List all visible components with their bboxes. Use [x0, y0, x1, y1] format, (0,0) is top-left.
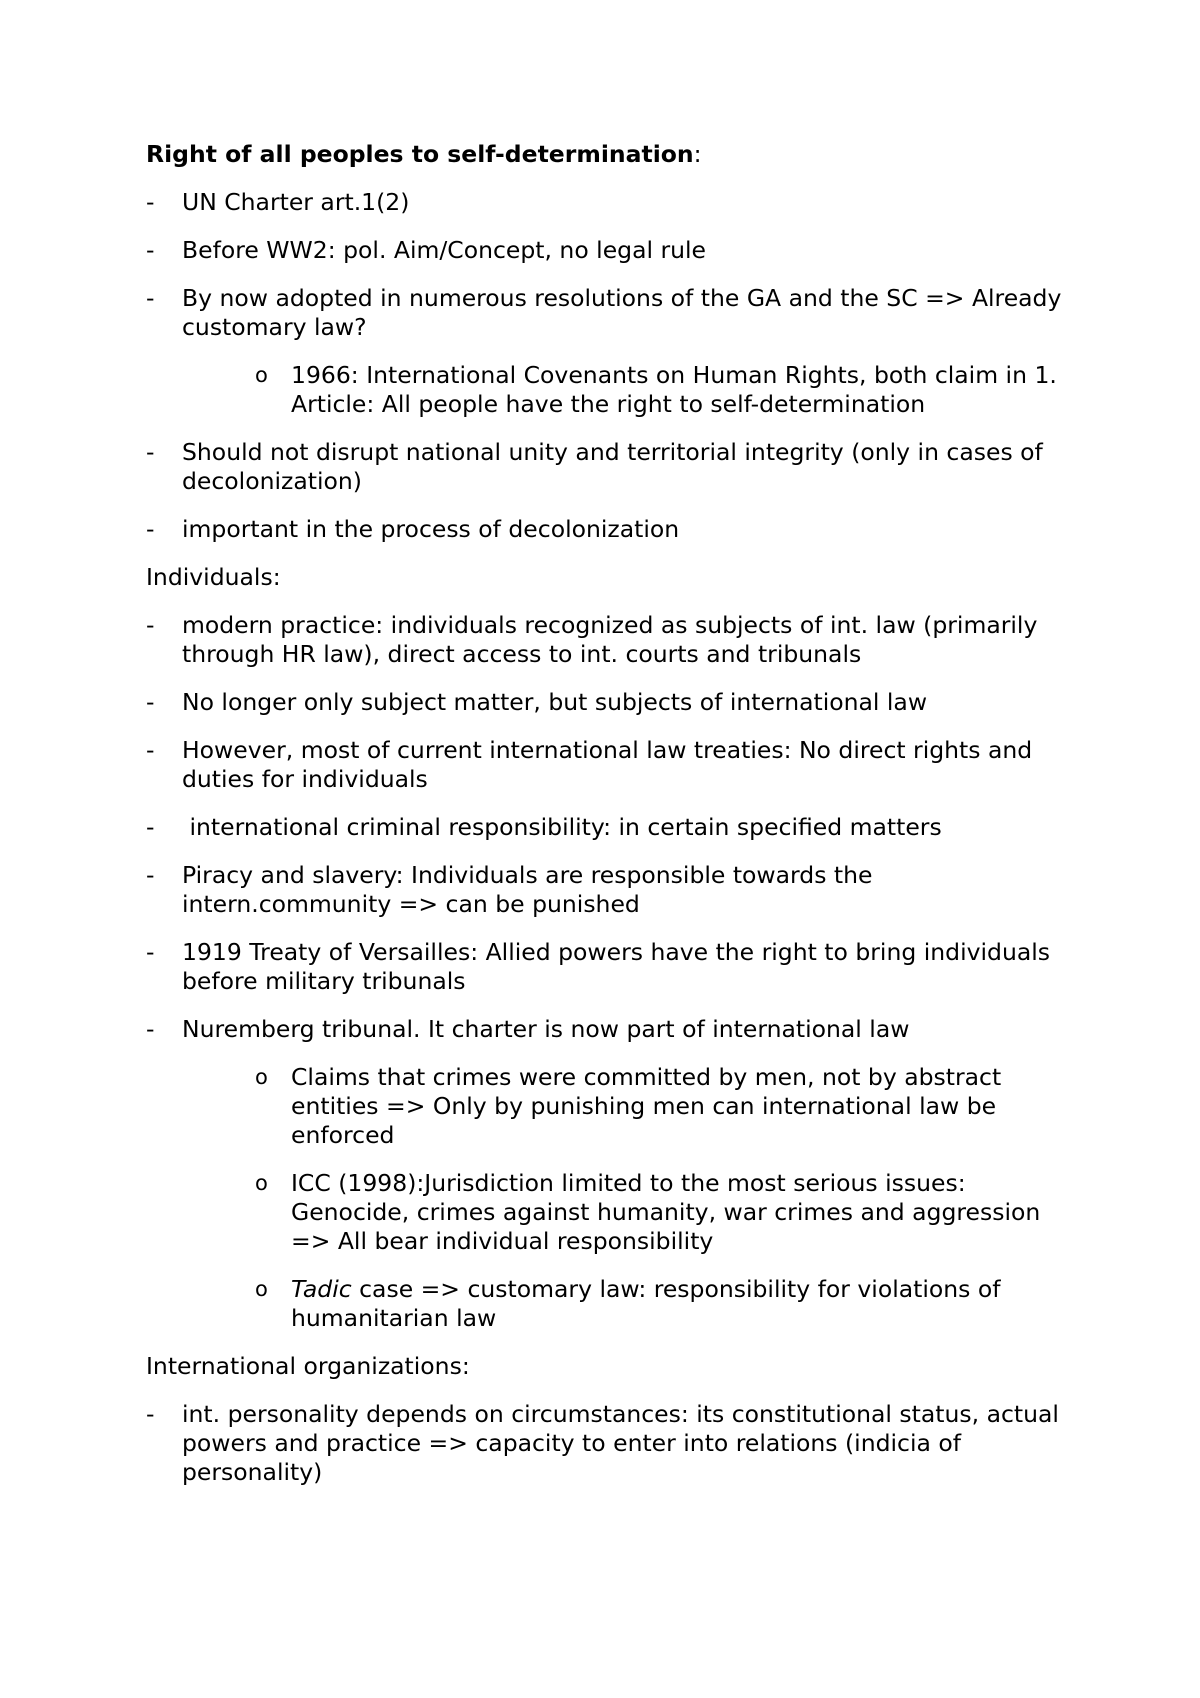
list-item — [146, 813, 1086, 842]
sub-list-item-text — [291, 1275, 1008, 1332]
list-item — [146, 438, 1086, 496]
list-item-text: important in the process of decolonization — [182, 515, 680, 543]
document-content — [146, 140, 1086, 1506]
section-heading: Individuals: — [146, 563, 281, 591]
circle-bullet-icon: o — [255, 1171, 268, 1195]
list-item — [146, 688, 1086, 717]
dash-bullet: - — [146, 688, 155, 716]
list-item-text: international criminal responsibility: in certain specified matters — [182, 813, 942, 841]
list-item — [146, 1400, 1086, 1487]
list-item — [146, 861, 1086, 919]
circle-bullet-icon: o — [255, 363, 268, 387]
section-heading-suffix: : — [693, 140, 702, 168]
dash-bullet: - — [146, 236, 155, 264]
dash-bullet: - — [146, 611, 155, 639]
sub-list-item — [255, 1275, 1086, 1333]
list-item — [146, 515, 1086, 544]
dash-bullet: - — [146, 813, 155, 841]
dash-bullet: - — [146, 284, 155, 312]
list-item — [146, 236, 1086, 265]
list-item-text: modern practice: individuals recognized as subjects of int. law (primarily through HR law), direct access to int. courts and tribunals — [182, 611, 1038, 668]
dash-bullet: - — [146, 1400, 155, 1428]
list-item-text: Piracy and slavery: Individuals are responsible towards the intern.community => can be punished — [182, 861, 873, 918]
list-item — [146, 284, 1086, 419]
section-heading — [146, 140, 1086, 169]
dash-bullet: - — [146, 438, 155, 466]
section-heading-bold: Right of all peoples to self-determination — [146, 140, 694, 168]
sub-bullet-list — [182, 361, 1086, 419]
list-item — [146, 1015, 1086, 1333]
list-item — [146, 188, 1086, 217]
sub-list-item — [255, 361, 1086, 419]
list-item — [146, 938, 1086, 996]
dash-bullet: - — [146, 861, 155, 889]
section-self-determination — [146, 140, 1086, 544]
dash-bullet: - — [146, 515, 155, 543]
sub-list-item-text: Claims that crimes were committed by men, not by abstract entities => Only by punishing men can international law be enforced — [291, 1063, 1002, 1149]
sub-bullet-list — [182, 1063, 1086, 1333]
section-heading: International organizations: — [146, 1352, 470, 1380]
dash-bullet: - — [146, 188, 155, 216]
list-item-text: 1919 Treaty of Versailles: Allied powers have the right to bring individuals before military tribunals — [182, 938, 1051, 995]
circle-bullet-icon: o — [255, 1065, 268, 1089]
list-item-text: UN Charter art.1(2) — [182, 188, 410, 216]
sub-list-item — [255, 1063, 1086, 1150]
dash-bullet: - — [146, 1015, 155, 1043]
bullet-list — [146, 188, 1086, 544]
list-item-text: Should not disrupt national unity and territorial integrity (only in cases of decolonization) — [182, 438, 1043, 495]
list-item-text: However, most of current international law treaties: No direct rights and duties for individuals — [182, 736, 1033, 793]
sub-list-item-text: 1966: International Covenants on Human Rights, both claim in 1. Article: All people have the right to self-determination — [291, 361, 1057, 418]
list-item-text: No longer only subject matter, but subjects of international law — [182, 688, 928, 716]
dash-bullet: - — [146, 938, 155, 966]
section-international-organizations — [146, 1352, 1086, 1487]
list-item-text: By now adopted in numerous resolutions of the GA and the SC => Already customary law? — [182, 284, 1062, 341]
list-item-text: Before WW2: pol. Aim/Concept, no legal rule — [182, 236, 707, 264]
sub-list-item-rest: case => customary law: responsibility for violations of humanitarian law — [291, 1275, 1008, 1332]
sub-list-item — [255, 1169, 1086, 1256]
sub-list-item-text: ICC (1998):Jurisdiction limited to the most serious issues: Genocide, crimes against humanity, war crimes and aggression => All bear individual responsibility — [291, 1169, 1041, 1255]
list-item-text: Nuremberg tribunal. It charter is now part of international law — [182, 1015, 910, 1043]
list-item-text: int. personality depends on circumstances: its constitutional status, actual powers and practice => capacity to enter into relations (indicia of personality) — [182, 1400, 1059, 1486]
list-item — [146, 736, 1086, 794]
case-name-italic: Tadic — [291, 1275, 352, 1303]
list-item — [146, 611, 1086, 669]
circle-bullet-icon: o — [255, 1277, 268, 1301]
bullet-list — [146, 611, 1086, 1333]
section-individuals — [146, 563, 1086, 1333]
bullet-list — [146, 1400, 1086, 1487]
dash-bullet: - — [146, 736, 155, 764]
